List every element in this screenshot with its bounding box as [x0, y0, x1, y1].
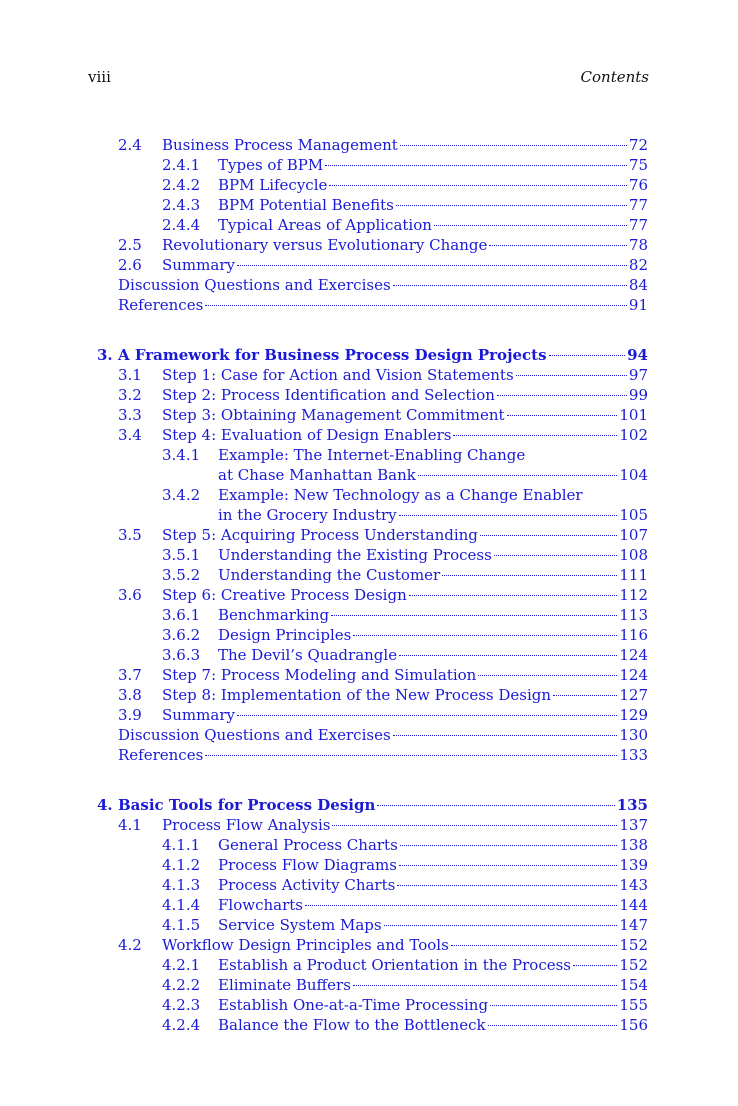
dot-leader: [453, 435, 617, 436]
toc-entry[interactable]: [0, 235, 738, 255]
toc-entry-title: Example: New Technology as a Change Enabler: [218, 486, 583, 504]
toc-entry-title: Flowcharts: [218, 896, 303, 914]
toc-entry-number: 3.1: [118, 366, 142, 384]
dot-leader: [305, 905, 617, 906]
toc-entry[interactable]: [0, 405, 738, 425]
toc-entry[interactable]: [0, 175, 738, 195]
toc-entry-title: Business Process Management: [162, 136, 398, 154]
toc-entry-title: General Process Charts: [218, 836, 398, 854]
toc-page-number: 137: [619, 816, 648, 834]
toc-page-number: 154: [619, 976, 648, 994]
toc-page-number: 152: [619, 956, 648, 974]
toc-entry-continuation[interactable]: [0, 505, 738, 525]
dot-leader: [400, 845, 618, 846]
toc-entry-title: References: [118, 296, 204, 314]
dot-leader: [399, 515, 618, 516]
toc-entry-number: 2.6: [118, 256, 142, 274]
running-title: Contents: [580, 68, 649, 86]
toc-entry[interactable]: [0, 485, 738, 505]
dot-leader: [325, 165, 627, 166]
toc-page-number: 99: [628, 386, 648, 404]
toc-entry-title: Summary: [162, 706, 235, 724]
toc-entry-number: 2.5: [118, 236, 142, 254]
toc-entry-number: 4.2.4: [162, 1016, 201, 1034]
toc-entry[interactable]: [0, 525, 738, 545]
toc-entry-title: A Framework for Business Process Design Projects: [118, 346, 547, 364]
toc-entry-number: 3.6.2: [162, 626, 201, 644]
toc-entry-number: 4.: [97, 796, 113, 814]
dot-leader: [494, 555, 618, 556]
toc-entry-title: Step 5: Acquiring Process Understanding: [162, 526, 478, 544]
toc-page-number: 97: [628, 366, 648, 384]
toc-entry[interactable]: [0, 665, 738, 685]
toc-entry-number: 3.6: [118, 586, 142, 604]
toc-entry[interactable]: [0, 545, 738, 565]
toc-entry-title: Example: The Internet-Enabling Change: [218, 446, 526, 464]
toc-entry-number: 4.2.2: [162, 976, 201, 994]
toc-entry-number: 2.4: [118, 136, 142, 154]
toc-entry-title: The Devil’s Quadrangle: [218, 646, 398, 664]
dot-leader: [549, 355, 626, 356]
toc-entry-number: 3.5: [118, 526, 142, 544]
toc-page-number: 75: [628, 156, 648, 174]
toc-page-number: 143: [619, 876, 648, 894]
toc-entry-number: 3.6.1: [162, 606, 201, 624]
toc-entry-title: Design Principles: [218, 626, 352, 644]
toc-entry-title-continued: in the Grocery Industry: [218, 506, 397, 524]
toc-entry-title: Process Activity Charts: [218, 876, 396, 894]
toc-entry-title: Process Flow Diagrams: [218, 856, 397, 874]
dot-leader: [393, 735, 618, 736]
toc-entry-number: 3.3: [118, 406, 142, 424]
toc-entry-title: Service System Maps: [218, 916, 382, 934]
toc-page-number: 129: [619, 706, 648, 724]
toc-entry[interactable]: [0, 895, 738, 915]
toc-entry-title: Discussion Questions and Exercises: [118, 276, 391, 294]
toc-entry[interactable]: [0, 605, 738, 625]
toc-entry[interactable]: [0, 725, 738, 745]
dot-leader: [490, 1005, 617, 1006]
toc-entry-title: Typical Areas of Application: [218, 216, 432, 234]
toc-entry[interactable]: [0, 155, 738, 175]
toc-page-number: 133: [619, 746, 648, 764]
toc-entry-number: 4.1.4: [162, 896, 201, 914]
toc-entry-number: 3.5.2: [162, 566, 201, 584]
dot-leader: [442, 575, 617, 576]
toc-entry-title: References: [118, 746, 204, 764]
toc-entry[interactable]: [0, 565, 738, 585]
toc-entry[interactable]: [0, 955, 738, 975]
toc-page-number: 127: [619, 686, 648, 704]
toc-entry-title: Establish One-at-a-Time Processing: [218, 996, 489, 1014]
toc-entry-number: 4.2.3: [162, 996, 201, 1014]
toc-entry-title: Step 8: Implementation of the New Process Design: [162, 686, 552, 704]
dot-leader: [399, 655, 617, 656]
dot-leader: [418, 475, 617, 476]
toc-entry[interactable]: [0, 255, 738, 275]
toc-chapter[interactable]: [0, 795, 738, 815]
toc-entry-number: 4.1.5: [162, 916, 201, 934]
toc-entry[interactable]: [0, 995, 738, 1015]
toc-entry-number: 2.4.2: [162, 176, 201, 194]
toc-entry-number: 3.5.1: [162, 546, 201, 564]
toc-entry-number: 3.8: [118, 686, 142, 704]
toc-entry-number: 3.4: [118, 426, 142, 444]
toc-page-number: 113: [619, 606, 648, 624]
toc-entry-title: Summary: [162, 256, 235, 274]
dot-leader: [205, 755, 617, 756]
toc-entry[interactable]: [0, 625, 738, 645]
toc-page-number: 147: [619, 916, 648, 934]
toc-entry[interactable]: [0, 215, 738, 235]
toc-entry[interactable]: [0, 445, 738, 465]
toc-entry[interactable]: [0, 975, 738, 995]
toc-entry[interactable]: [0, 935, 738, 955]
dot-leader: [409, 595, 618, 596]
toc-entry-title-continued: at Chase Manhattan Bank: [218, 466, 416, 484]
toc-page-number: 77: [628, 216, 648, 234]
toc-page-number: 138: [619, 836, 648, 854]
toc-entry[interactable]: [0, 425, 738, 445]
dot-leader: [377, 805, 614, 806]
toc-chapter[interactable]: [0, 345, 738, 365]
toc-page-number: 108: [619, 546, 648, 564]
toc-page-number: 84: [628, 276, 648, 294]
dot-leader: [451, 945, 618, 946]
toc-entry[interactable]: [0, 815, 738, 835]
toc-entry[interactable]: [0, 745, 738, 765]
toc-page-number: 124: [619, 666, 648, 684]
toc-entry-title: Step 3: Obtaining Management Commitment: [162, 406, 505, 424]
toc-entry-number: 4.1.1: [162, 836, 201, 854]
toc-page-number: 116: [619, 626, 648, 644]
dot-leader: [237, 715, 617, 716]
page-number: viii: [88, 68, 111, 86]
toc-page-number: 78: [628, 236, 648, 254]
toc-entry[interactable]: [0, 835, 738, 855]
toc-entry-title: Step 4: Evaluation of Design Enablers: [162, 426, 452, 444]
toc-entry-title: BPM Lifecycle: [218, 176, 328, 194]
dot-leader: [507, 415, 618, 416]
toc-page-number: 144: [619, 896, 648, 914]
toc-entry[interactable]: [0, 685, 738, 705]
toc-entry-number: 4.2: [118, 936, 142, 954]
dot-leader: [331, 615, 617, 616]
toc-page-number: 77: [628, 196, 648, 214]
dot-leader: [237, 265, 627, 266]
toc-page-number: 107: [619, 526, 648, 544]
dot-leader: [384, 925, 618, 926]
dot-leader: [205, 305, 627, 306]
toc-page-number: 94: [627, 346, 648, 364]
toc-entry-title: Establish a Product Orientation in the Process: [218, 956, 571, 974]
toc-entry[interactable]: [0, 1015, 738, 1035]
toc-page-number: 124: [619, 646, 648, 664]
dot-leader: [400, 145, 627, 146]
toc-entry-number: 3.2: [118, 386, 142, 404]
toc-entry-title: Step 2: Process Identification and Selection: [162, 386, 495, 404]
toc-entry-title: Understanding the Customer: [218, 566, 441, 584]
toc-entry-number: 4.1.3: [162, 876, 201, 894]
toc-entry-title: Understanding the Existing Process: [218, 546, 492, 564]
toc-entry-title: Step 6: Creative Process Design: [162, 586, 407, 604]
dot-leader: [353, 985, 617, 986]
toc-page-number: 152: [619, 936, 648, 954]
toc-entry[interactable]: [0, 585, 738, 605]
dot-leader: [397, 885, 617, 886]
toc-entry-number: 3.4.2: [162, 486, 201, 504]
toc-entry-title: Workflow Design Principles and Tools: [162, 936, 449, 954]
dot-leader: [516, 375, 627, 376]
toc-entry[interactable]: [0, 135, 738, 155]
toc-entry-title: Revolutionary versus Evolutionary Change: [162, 236, 488, 254]
toc-page-number: 82: [628, 256, 648, 274]
toc-entry-number: 3.6.3: [162, 646, 201, 664]
toc-entry-continuation[interactable]: [0, 465, 738, 485]
toc-entry-title: Process Flow Analysis: [162, 816, 331, 834]
dot-leader: [489, 245, 627, 246]
dot-leader: [329, 185, 627, 186]
dot-leader: [573, 965, 617, 966]
toc-entry-title: Basic Tools for Process Design: [118, 796, 376, 814]
toc-entry-number: 2.4.3: [162, 196, 201, 214]
toc-entry-number: 4.2.1: [162, 956, 201, 974]
dot-leader: [488, 1025, 618, 1026]
toc-entry-number: 4.1.2: [162, 856, 201, 874]
toc-entry[interactable]: [0, 645, 738, 665]
dot-leader: [353, 635, 617, 636]
toc-entry[interactable]: [0, 365, 738, 385]
toc-entry-number: 2.4.1: [162, 156, 201, 174]
toc-page-number: 130: [619, 726, 648, 744]
toc-entry[interactable]: [0, 295, 738, 315]
toc-page-number: 139: [619, 856, 648, 874]
dot-leader: [332, 825, 617, 826]
toc-entry-number: 4.1: [118, 816, 142, 834]
dot-leader: [478, 675, 617, 676]
dot-leader: [396, 205, 627, 206]
toc-entry-title: Balance the Flow to the Bottleneck: [218, 1016, 486, 1034]
dot-leader: [480, 535, 617, 536]
toc-entry-title: Step 1: Case for Action and Vision Statements: [162, 366, 514, 384]
toc-page-number: 101: [619, 406, 648, 424]
toc-page-number: 155: [619, 996, 648, 1014]
toc-entry-title: Eliminate Buffers: [218, 976, 351, 994]
toc-page-number: 112: [619, 586, 648, 604]
toc-entry-title: Step 7: Process Modeling and Simulation: [162, 666, 477, 684]
toc-page-number: 105: [619, 506, 648, 524]
toc-entry[interactable]: [0, 275, 738, 295]
toc-page-number: 111: [619, 566, 648, 584]
dot-leader: [434, 225, 627, 226]
dot-leader: [497, 395, 627, 396]
toc-entry-number: 3.: [97, 346, 113, 364]
toc-entry-title: Types of BPM: [218, 156, 324, 174]
toc-entry-title: Discussion Questions and Exercises: [118, 726, 391, 744]
toc-entry[interactable]: [0, 915, 738, 935]
dot-leader: [553, 695, 617, 696]
dot-leader: [393, 285, 627, 286]
toc-page-number: 156: [619, 1016, 648, 1034]
toc-entry-number: 3.4.1: [162, 446, 201, 464]
dot-leader: [399, 865, 617, 866]
toc-entry[interactable]: [0, 855, 738, 875]
toc-page-number: 102: [619, 426, 648, 444]
toc-entry-number: 3.7: [118, 666, 142, 684]
toc-page-number: 91: [628, 296, 648, 314]
toc-entry-title: Benchmarking: [218, 606, 330, 624]
toc-entry[interactable]: [0, 875, 738, 895]
toc-page-number: 135: [616, 796, 648, 814]
toc-entry-number: 2.4.4: [162, 216, 201, 234]
toc-entry-title: BPM Potential Benefits: [218, 196, 394, 214]
toc-entry[interactable]: [0, 385, 738, 405]
toc-page-number: 104: [619, 466, 648, 484]
toc-page-number: 76: [628, 176, 648, 194]
toc-entry[interactable]: [0, 195, 738, 215]
toc-page-number: 72: [628, 136, 648, 154]
toc-entry-number: 3.9: [118, 706, 142, 724]
toc-entry[interactable]: [0, 705, 738, 725]
